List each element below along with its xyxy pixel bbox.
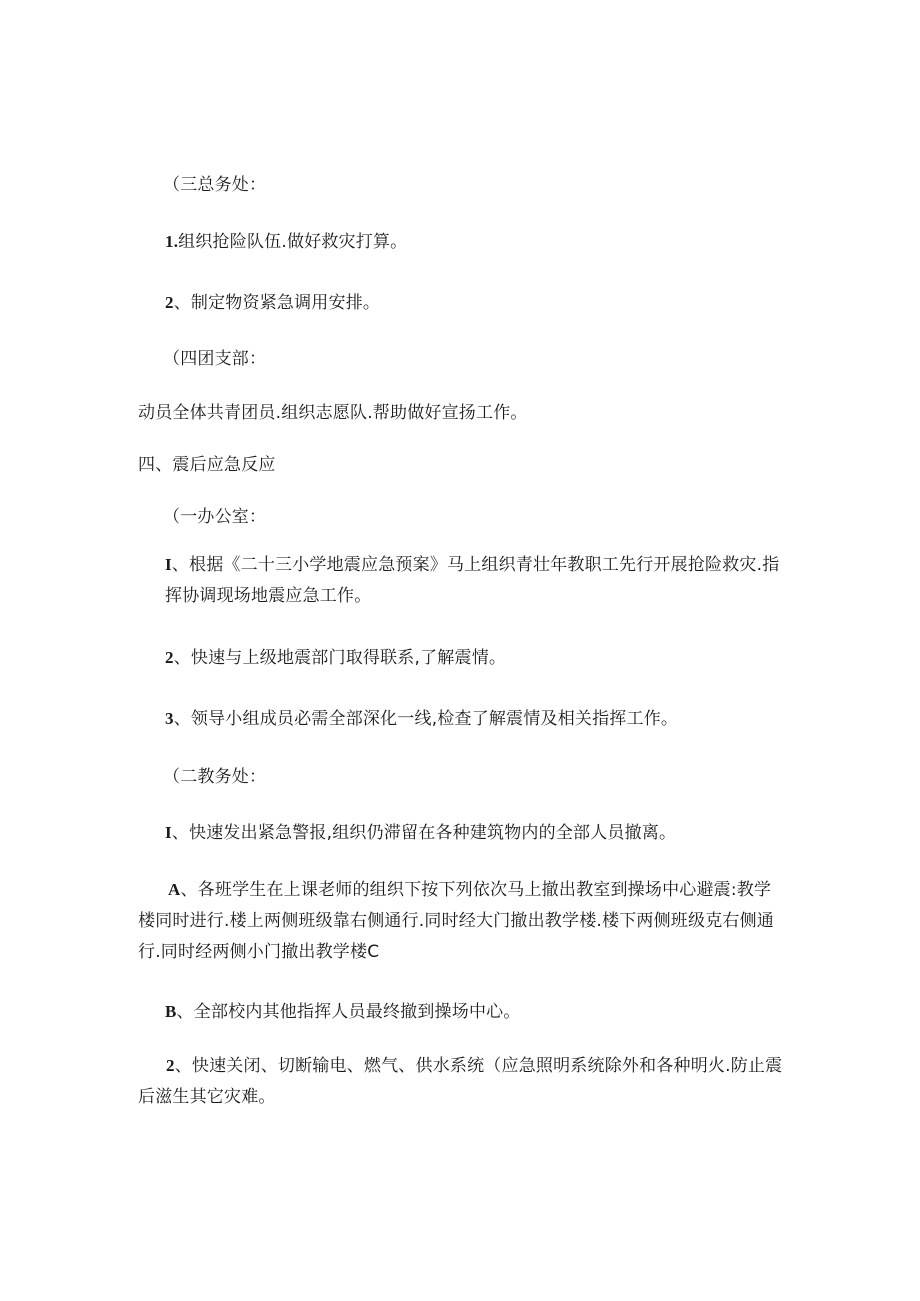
paragraph [138, 399, 788, 427]
line-text: 、制定物资紧急调用安排。 [173, 293, 381, 313]
section-heading-league-branch [163, 345, 813, 373]
line-text: （三总务处： [163, 175, 267, 195]
section-heading-general-affairs [163, 171, 813, 199]
line-text: 组织抢险队伍.做好救灾打算。 [178, 232, 408, 252]
item-number: 3 [165, 709, 174, 728]
line-text: 、快速与上级地震部门取得联系,了解震情。 [173, 648, 507, 668]
item-number: B [165, 1002, 177, 1021]
section-heading-office [163, 503, 813, 531]
line-text: 四、震后应急反应 [138, 455, 276, 475]
line-text: 、各班学生在上课老师的组织下按下列依次马上撤出教室到操场中心避震:教学楼同时进行.楼上两侧班级靠右侧通行.同时经大门撤出教学楼.楼下两侧班级克右侧通行.同时经两侧小门撤出教学楼C [138, 880, 775, 962]
item-number: 2 [166, 1056, 175, 1075]
line-text: 、根据《二十三小学地震应急预案》马上组织青壮年教职工先行开展抢险救灾.指挥协调现场地震应急工作。 [165, 555, 780, 606]
list-item [165, 998, 815, 1026]
line-text: 动员全体共青团员.组织志愿队.帮助做好宣扬工作。 [138, 403, 528, 423]
list-item [165, 819, 815, 847]
line-text: 、领导小组成员必需全部深化一线,检查了解震情及相关指挥工作。 [173, 709, 679, 729]
item-number: I [165, 555, 172, 574]
line-text: （二教务处： [163, 767, 267, 787]
item-number: I [165, 823, 172, 842]
item-number: 2 [165, 648, 174, 667]
list-item [138, 1050, 783, 1113]
section-heading-post-quake-response [138, 451, 788, 479]
line-text: 、全部校内其他指挥人员最终撤到操场中心。 [176, 1002, 521, 1022]
line-text: （一办公室： [163, 507, 267, 527]
item-number: 2 [165, 293, 174, 312]
list-item [165, 644, 815, 672]
list-item [165, 228, 815, 256]
list-item [165, 289, 815, 317]
item-number: A [168, 880, 181, 899]
section-heading-academic-affairs [163, 763, 813, 791]
list-item [165, 705, 815, 733]
line-text: 、快速关闭、切断输电、燃气、供水系统（应急照明系统除外和各种明火.防止震后滋生其它灾难。 [138, 1056, 783, 1107]
line-text: （四团支部： [163, 349, 267, 369]
line-text: 、快速发出紧急警报,组织仍滞留在各种建筑物内的全部人员撤离。 [171, 823, 677, 843]
list-item [165, 549, 795, 612]
item-number: 1. [165, 232, 179, 251]
list-item [138, 874, 783, 968]
